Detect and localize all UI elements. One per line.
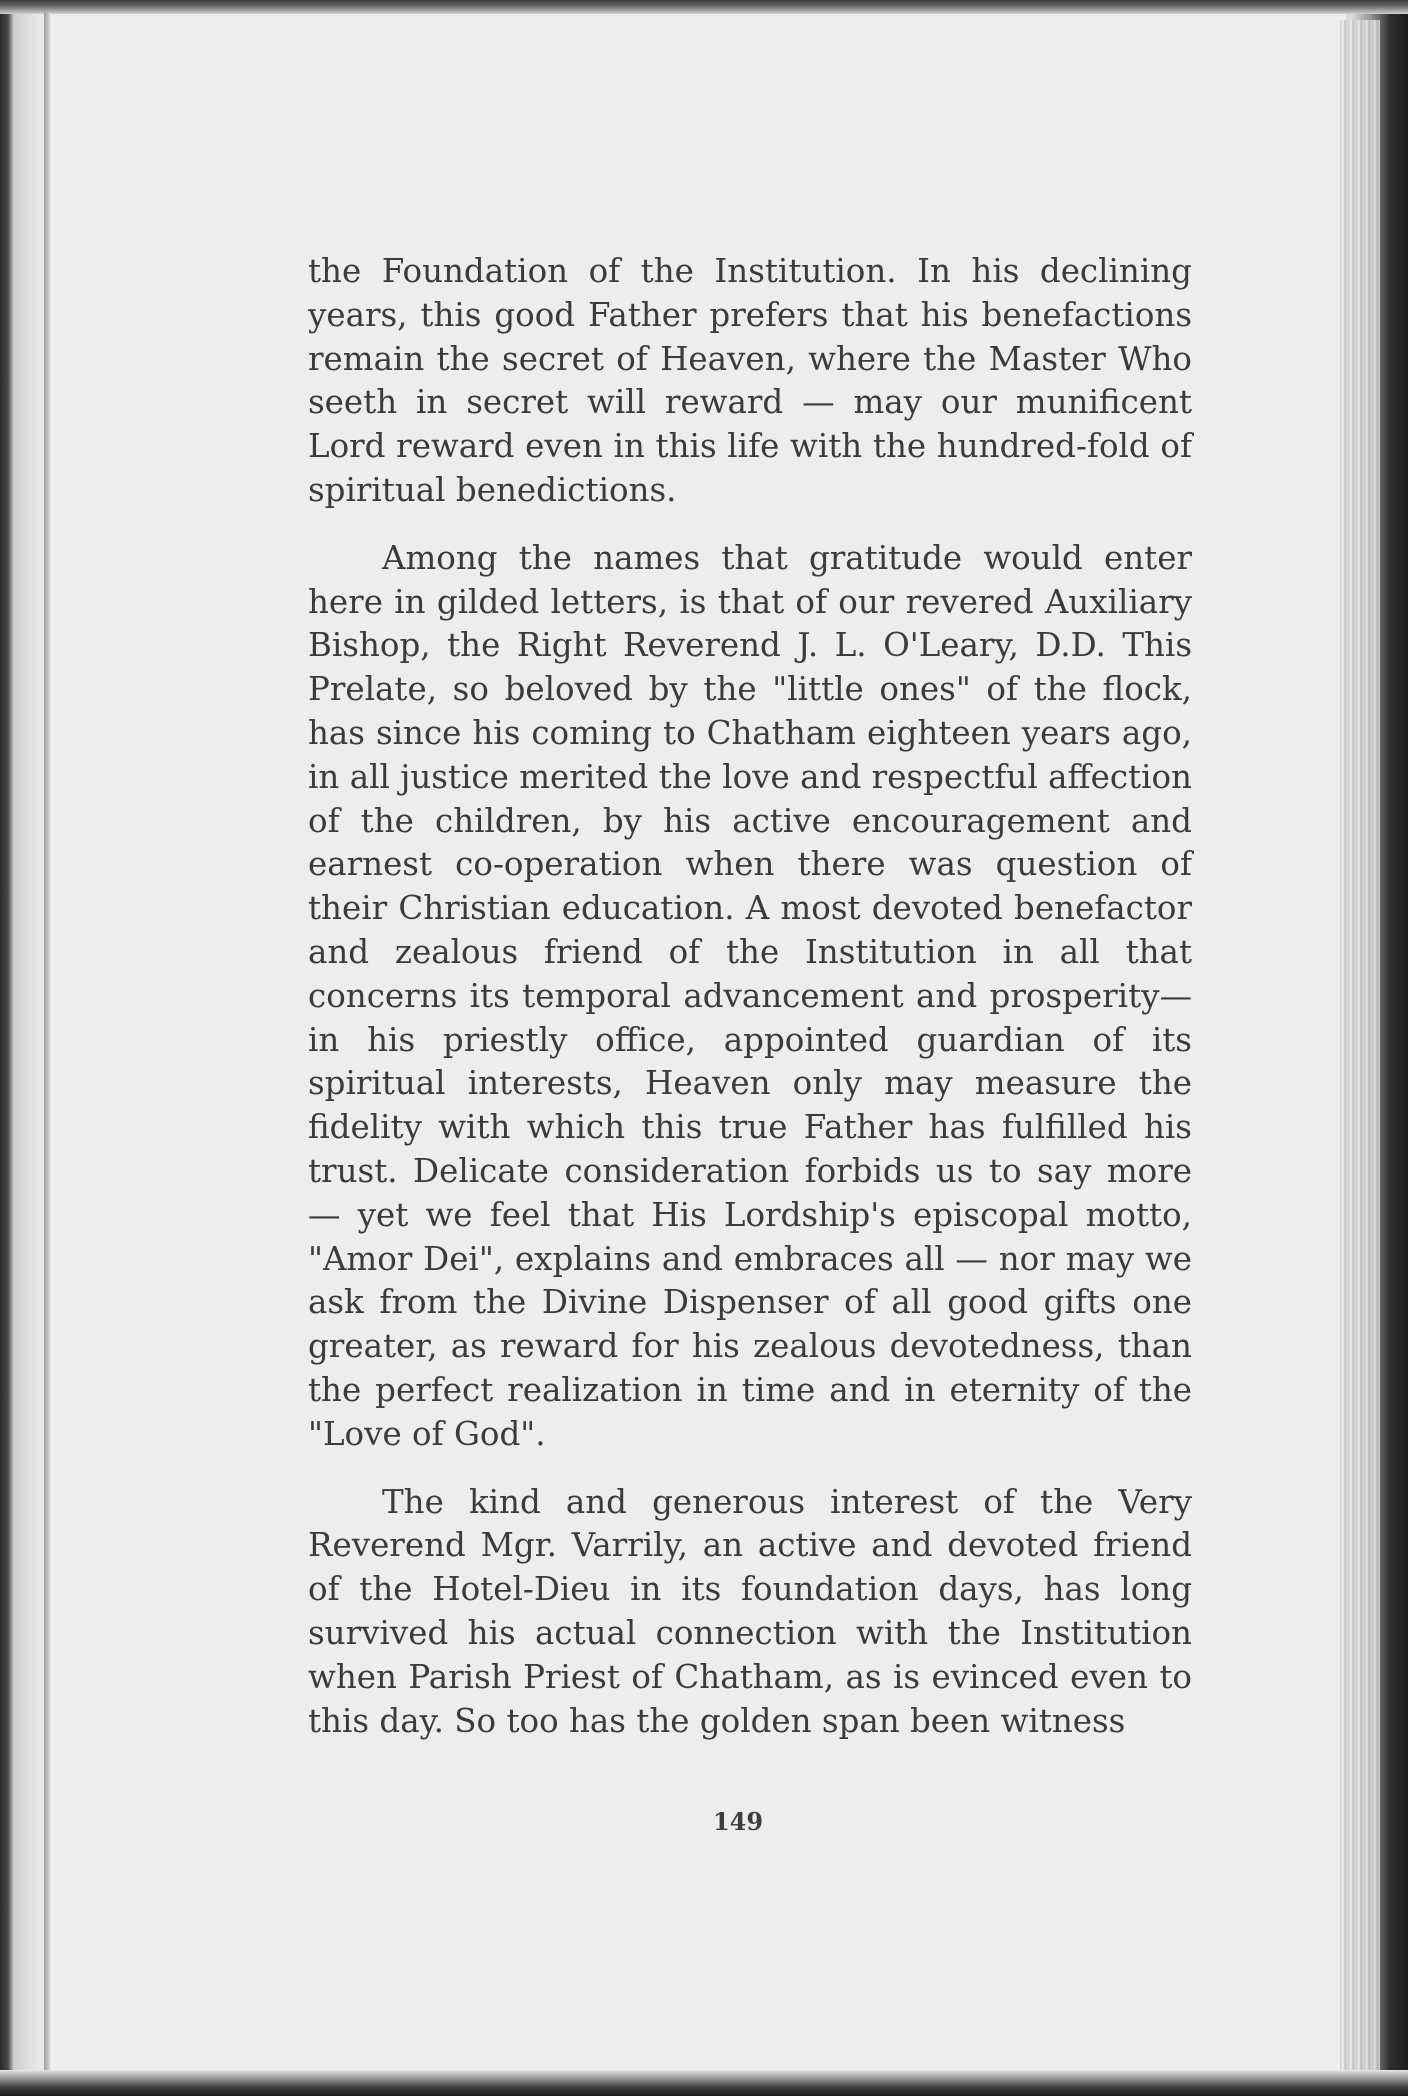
paragraph-bishop-oleary: Among the names that gratitude would enter here in gilded letters, is that of our revered Auxiliary Bishop, the Right Reverend J. L. O'Leary, D.D. This Prelate, so beloved by the "little ones" of the flock, has since his coming to Chatham eighteen years ago, in all justice merited the love and respectful affection of the children, by his active encouragement and earnest co-operation when there was question of their Christian education. A most devoted benefactor and zealous friend of the Institution in all that concerns its temporal advancement and prosperity—in his priestly office, appointed guardian of its spiritual interests, Heaven only may measure the fidelity with which this true Father has fulfilled his trust. Delicate consideration forbids us to say more — yet we feel that His Lordship's episcopal motto, "Amor Dei", explains and embraces all — nor may we ask from the Divine Dispenser of all good gifts one greater, as reward for his zealous devotedness, than the perfect realization in time and in eternity of the "Love of God". — [308, 538, 1192, 1453]
scan-top-edge — [0, 0, 1408, 14]
paragraph-mgr-varrily: The kind and generous interest of the Very Reverend Mgr. Varrily, an active and devoted friend of the Hotel-Dieu in its foundation days, has long survived his actual connection with the Institution when Parish Priest of Chatham, as is evinced even to this day. So too has the golden span been witness — [308, 1482, 1192, 1740]
scan-bottom-edge — [0, 2070, 1408, 2096]
paragraph-continuation: the Foundation of the Institution. In his declining years, this good Father prefers that his benefactions remain the secret of Heaven, where the Master Who seeth in secret will reward — may our munificent Lord reward even in this life with the hundred-fold of spiritual benedictions. — [308, 252, 1192, 509]
body-text — [308, 250, 1192, 1743]
page-stack-edge — [1340, 20, 1380, 2070]
page-number: 149 — [712, 1807, 764, 1836]
